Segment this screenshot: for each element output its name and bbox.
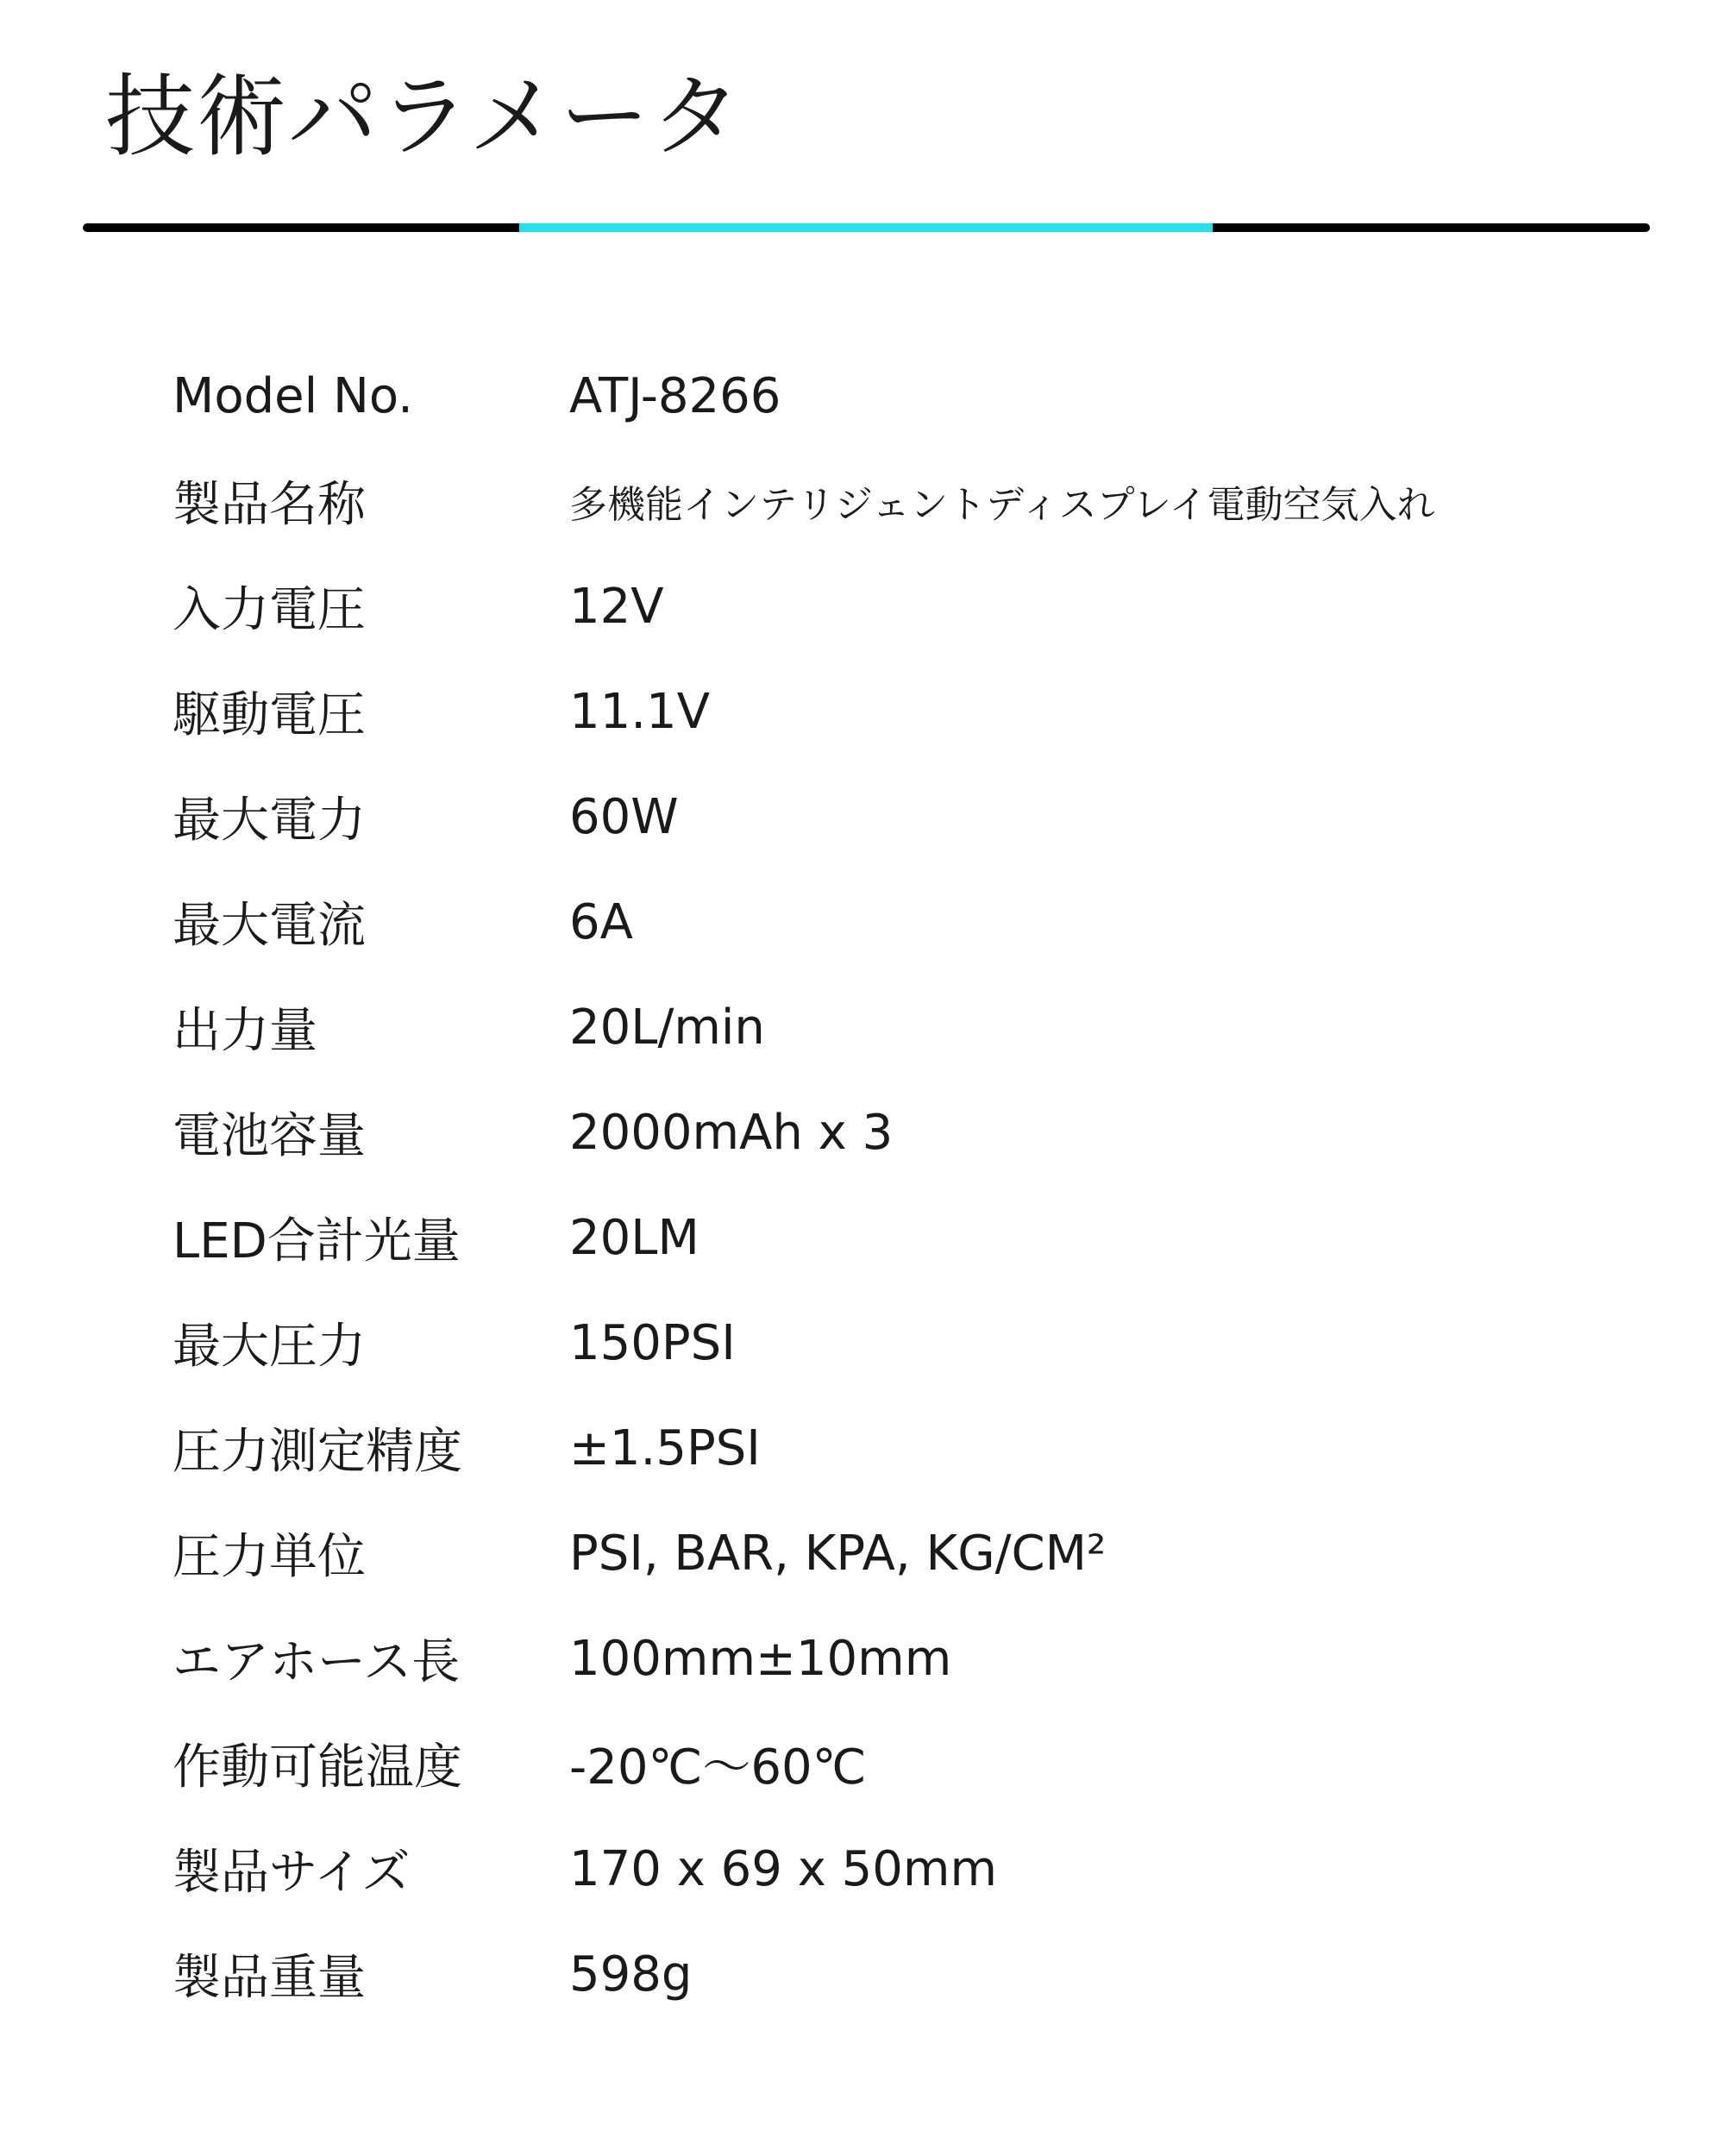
spec-value: PSI, BAR, KPA, KG/CM²: [569, 1525, 1107, 1582]
spec-row-battery: [172, 1080, 1639, 1185]
spec-label: LED合計光量: [172, 1213, 461, 1269]
spec-value: 20LM: [569, 1209, 699, 1266]
divider-left-segment: [83, 223, 519, 232]
page-title: 技術パラメータ: [105, 64, 743, 169]
spec-value: 6A: [569, 893, 633, 950]
spec-label: 製品重量: [172, 1950, 366, 2006]
spec-row-weight: [172, 1921, 1639, 2027]
spec-value: 100mm±10mm: [569, 1630, 952, 1687]
spec-row-temperature: [172, 1711, 1639, 1816]
divider-accent-segment: [519, 223, 1213, 232]
spec-table: [172, 343, 1639, 2027]
spec-row-accuracy: [172, 1395, 1639, 1501]
spec-label: 製品サイズ: [172, 1845, 411, 1901]
spec-row-input-voltage: [172, 554, 1639, 659]
spec-row-product-name: [172, 448, 1639, 554]
spec-label: エアホース長: [172, 1634, 461, 1690]
spec-label: 最大圧力: [172, 1319, 366, 1375]
spec-value: 12V: [569, 578, 664, 635]
spec-row-size: [172, 1816, 1639, 1921]
spec-value: 20L/min: [569, 999, 765, 1056]
spec-label: Model No.: [172, 367, 413, 424]
divider-right-segment: [1213, 223, 1650, 232]
spec-row-drive-voltage: [172, 659, 1639, 764]
spec-label: 圧力測定精度: [172, 1424, 462, 1480]
spec-label: 最大電流: [172, 898, 366, 954]
spec-row-max-power: [172, 764, 1639, 869]
spec-label: 電池容量: [172, 1108, 366, 1164]
spec-value: 598g: [569, 1946, 693, 2002]
spec-row-max-pressure: [172, 1290, 1639, 1395]
spec-value: 170 x 69 x 50mm: [569, 1840, 997, 1897]
spec-value: 2000mAh x 3: [569, 1104, 894, 1161]
spec-label: 駆動電圧: [172, 687, 366, 743]
spec-row-output: [172, 975, 1639, 1080]
spec-value: 150PSI: [569, 1314, 736, 1371]
spec-value: 11.1V: [569, 683, 710, 740]
spec-value: -20℃～60℃: [569, 1739, 867, 1796]
spec-value: 多機能インテリジェントディスプレイ電動空気入れ: [569, 483, 1435, 527]
spec-row-hose-length: [172, 1606, 1639, 1711]
spec-label: 最大電力: [172, 793, 366, 849]
spec-label: 作動可能温度: [172, 1739, 462, 1796]
spec-row-led-output: [172, 1185, 1639, 1290]
spec-label: 製品名称: [172, 477, 366, 533]
spec-row-max-current: [172, 869, 1639, 975]
title-divider: [83, 223, 1650, 232]
spec-row-units: [172, 1501, 1639, 1606]
spec-label: 出力量: [172, 1003, 317, 1059]
spec-value: 60W: [569, 788, 679, 845]
spec-value: ATJ-8266: [569, 367, 781, 424]
spec-value: ±1.5PSI: [569, 1420, 761, 1476]
spec-label: 圧力単位: [172, 1529, 366, 1585]
spec-label: 入力電圧: [172, 582, 366, 638]
spec-row-model: [172, 343, 1639, 448]
